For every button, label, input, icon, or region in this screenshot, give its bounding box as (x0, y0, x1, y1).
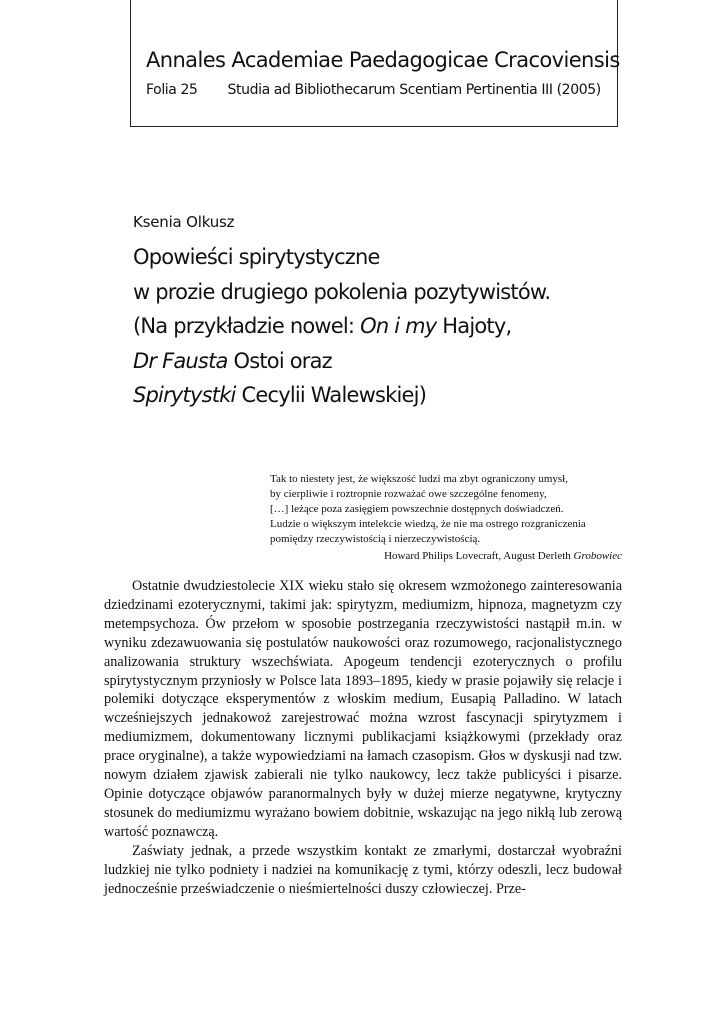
epigraph-attribution (270, 549, 622, 564)
epigraph-line: pomiędzy rzeczywistością i nierzeczywistością. (270, 533, 481, 545)
title-work-dr-fausta: Dr Fausta (133, 348, 228, 373)
title-line-3-suffix: Hajoty, (436, 314, 512, 338)
article-body (104, 577, 622, 898)
title-work-spirytystki: Spirytystki (133, 383, 236, 407)
journal-series-line (146, 82, 601, 98)
epigraph-line: […] leżące poza zasięgiem powszechnie dostępnych doświadczeń. (270, 503, 564, 515)
series-title: Studia ad Bibliothecarum Scentiam Pertinentia III (2005) (227, 82, 601, 98)
epigraph-authors: Howard Philips Lovecraft, August Derleth (384, 550, 574, 562)
journal-title: Annales Academiae Paedagogicae Cracoviensis (146, 48, 620, 72)
title-line-5-suffix: Cecylii Walewskiej) (235, 383, 427, 407)
article-title (133, 240, 603, 413)
title-line-2: w prozie drugiego pokolenia pozytywistów. (133, 279, 551, 304)
epigraph-line: Tak to niestety jest, że większość ludzi ma zbyt ograniczony umysł, (270, 473, 568, 485)
body-paragraph: Ostatnie dwudziestolecie XIX wieku stało się okresem wzmożonego zainteresowania dziedzinami ezoterycznymi, takimi jak: spirytyzm, mediumizm, hipnoza, magnetyzm czy metempsychoza. Ów przełom w sposobie postrzegania rzeczywistości nastąpił m.in. w wyniku zdezawuowania się postulatów naukowości oraz rozumowego, racjonalistycznego analizowania struktury wszechświata. Apogeum tendencji ezoterycznych o profilu spirytystycznym przyniosły w Polsce lata 1893–1895, kiedy w prasie pojawiły się relacje i polemiki dotyczące eksperymentów z włoskim medium, Eusapią Palladino. W latach wcześniejszych jednakowoż zarejestrować można wzrost fascynacji spirytyzmem i mediumizmem, dokumentowany licznymi publikacjami książkowymi (przekłady oraz prace oryginalne), a także wypowiedziami na łamach czasopism. Głos w dyskusji nad tzw. nowym działem zjawisk zabierali nie tylko naukowcy, lecz także publicyści i pisarze. Opinie dotyczące objawów paranormalnych były w dużej mierze negatywne, krytyczny stosunek do mediumizmu wyrażano bowiem dobitnie, wskazując na jego nikłą lub zerową wartość poznawczą. (104, 578, 622, 840)
title-line-4-suffix: Ostoi oraz (227, 348, 332, 373)
title-line-1: Opowieści spirytystyczne (133, 245, 380, 269)
title-line-3-prefix: (Na przykładzie nowel: (133, 314, 361, 338)
folio-number: Folia 25 (146, 82, 198, 98)
title-line-5 (133, 378, 603, 413)
title-work-on-i-my: On i my (360, 314, 437, 338)
epigraph-work: Grobowiec (573, 550, 622, 562)
title-line-3 (133, 309, 603, 344)
article-author: Ksenia Olkusz (133, 213, 235, 231)
epigraph-line: Ludzie o większym intelekcie wiedzą, że nie ma ostrego rozgraniczenia (270, 518, 586, 530)
epigraph (270, 472, 622, 564)
title-line-4 (133, 344, 603, 379)
journal-header (130, 0, 618, 127)
epigraph-line: by cierpliwie i roztropnie rozważać owe szczególne fenomeny, (270, 488, 547, 500)
body-paragraph: Zaświaty jednak, a przede wszystkim kontakt ze zmarłymi, dostarczał wyobraźni ludzkiej nie tylko podniety i nadziei na komunikację z tymi, którzy odeszli, lecz budował jednocześnie przeświadczenie o nieśmiertelności duszy człowieczej. Prze- (104, 842, 622, 897)
